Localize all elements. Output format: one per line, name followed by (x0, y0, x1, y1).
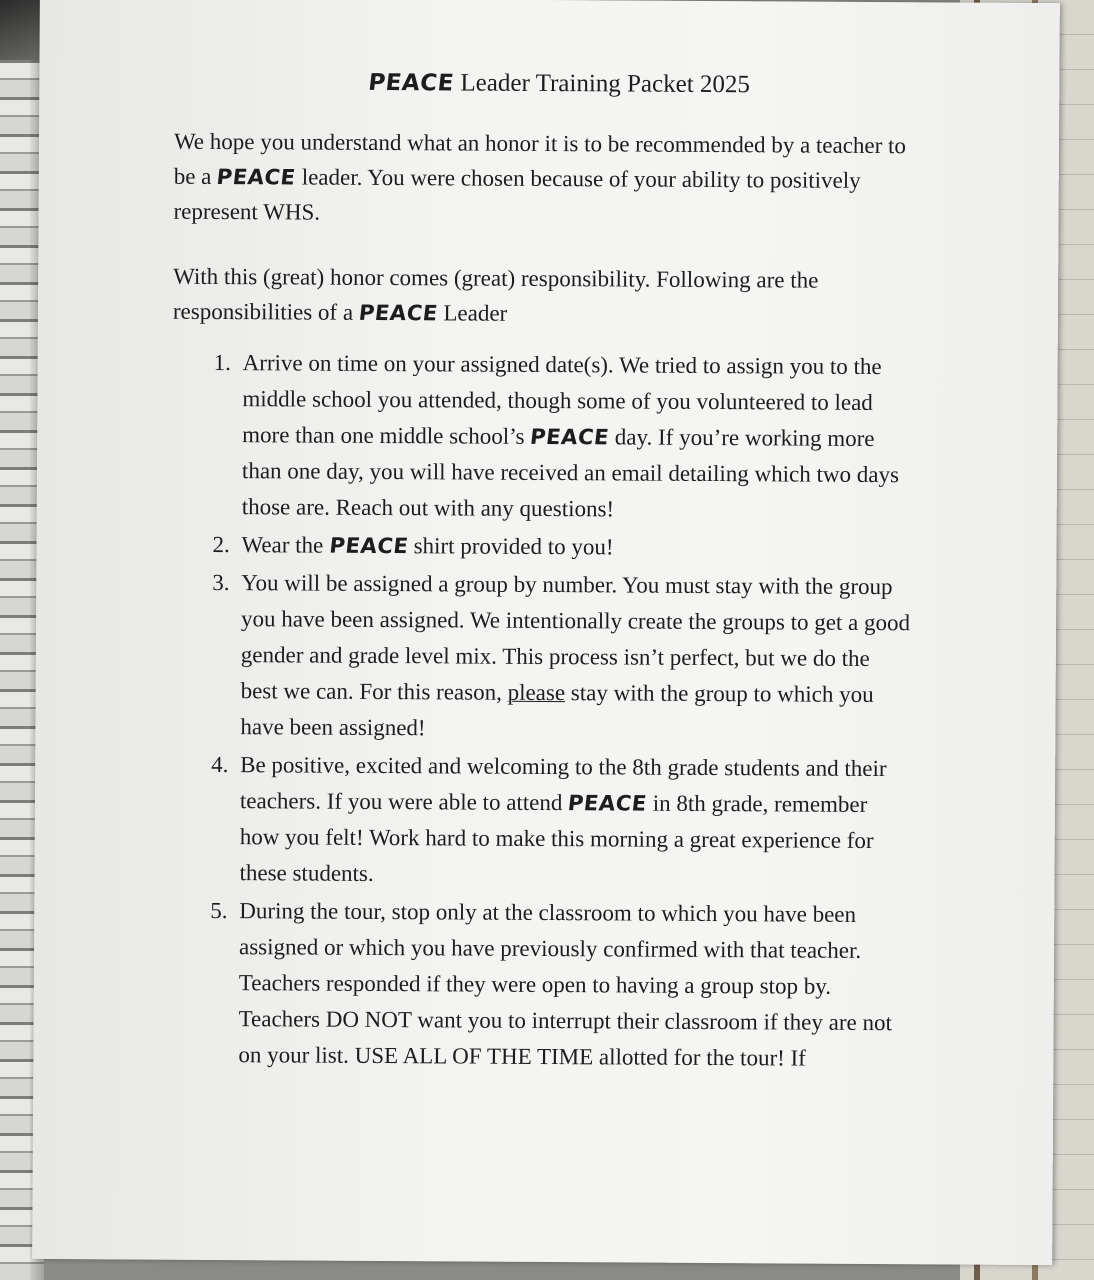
item-text: Wear the (241, 532, 324, 558)
item-text: in 8th grade, remember how you felt! Work hard to make this morning a great experience for these students. (239, 790, 874, 886)
list-item (233, 747, 910, 895)
brand-inline: PEACE (566, 790, 649, 816)
item-text: Be positive, excited and welcoming to the 8th grade students and their teachers. If you were able to attend (239, 752, 887, 816)
intro-paragraph (173, 124, 914, 234)
responsibilities-intro (173, 259, 913, 334)
document-content (168, 68, 914, 1080)
document-page (32, 0, 1060, 1265)
brand-inline: PEACE (357, 299, 440, 326)
intro-text-2: leader. You were chosen because of your ability to positively represent WHS. (173, 164, 861, 225)
page-title (204, 68, 914, 100)
list-item (235, 527, 911, 567)
brand-logo-text: PEACE (367, 69, 456, 97)
brand-inline: PEACE (215, 163, 298, 190)
item-text: During the tour, stop only at the classroom to which you have been assigned or which you have previously confirmed with that teacher. Teachers responded if they were open to having a group stop by. Teachers DO NOT want you to interrupt their classroom if they are not on your list. USE ALL OF THE TIME allotted for the tour! If (238, 898, 892, 1071)
responsibilities-list (168, 345, 912, 1078)
responsibilities-text-1: With this (great) honor comes (great) responsibility. Following are the responsibilities of a (172, 263, 819, 325)
item-text: day. If you’re working more than one day, you will have received an email detailing which two days those are. Reach out with any questions! (241, 424, 900, 522)
brand-inline: PEACE (327, 532, 410, 559)
list-item (236, 345, 913, 529)
underlined-word: please (507, 679, 566, 706)
list-item (232, 893, 909, 1077)
title-text: Leader Training Packet 2025 (460, 69, 751, 99)
list-item (234, 565, 911, 749)
responsibilities-text-2: Leader (443, 300, 508, 326)
item-text: You will be assigned a group by number. You must stay with the group you have been assigned. We intentionally create the groups to get a good gender and grade level mix. This process isn’t perfect, but we do the best we can. For this reason, (240, 570, 911, 705)
item-text: shirt provided to you! (413, 533, 614, 560)
item-text: Arrive on time on your assigned date(s). We tried to assign you to the middle school you attended, though some of you volunteered to lead more than one middle school’s (242, 350, 882, 449)
item-text: stay with the group to which you have been assigned! (240, 680, 874, 741)
intro-text-1: We hope you understand what an honor it is to be recommended by a teacher to be a (173, 128, 907, 189)
brand-inline: PEACE (528, 423, 611, 450)
